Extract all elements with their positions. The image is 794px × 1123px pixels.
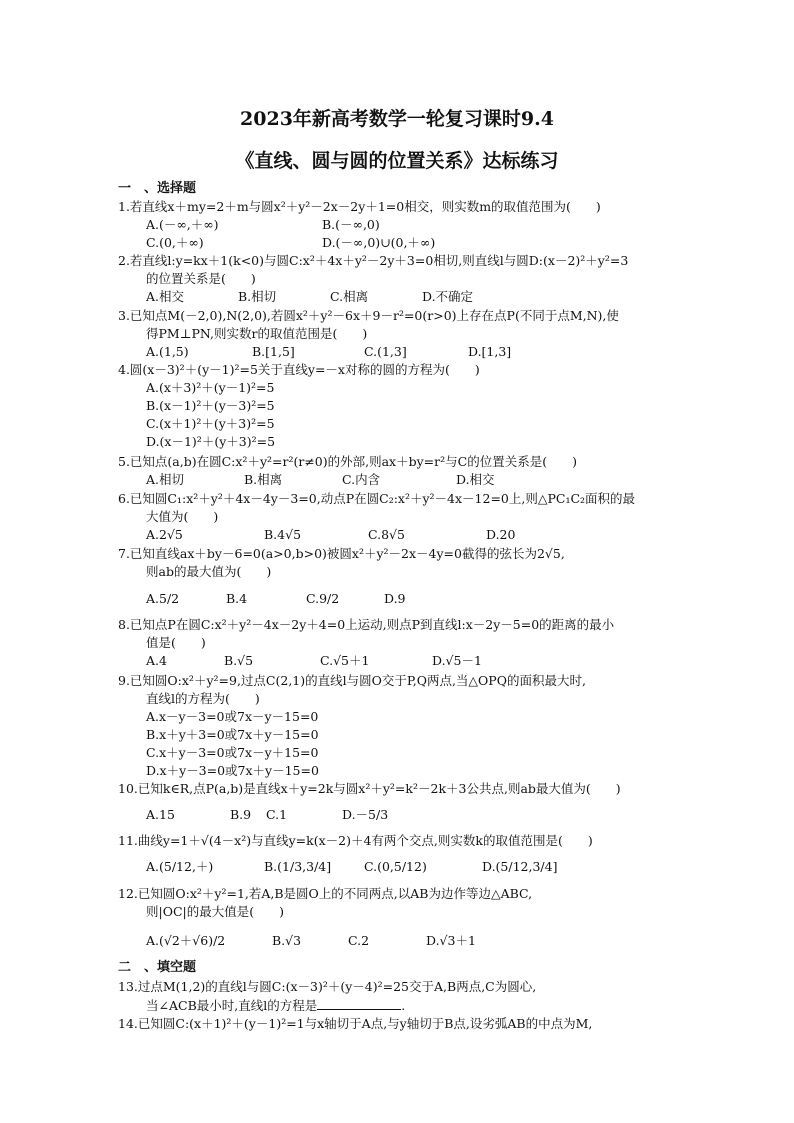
- option-c: C.9/2: [306, 591, 340, 606]
- section-heading-choice: 一 、选择题: [118, 181, 197, 196]
- question-11: 11.曲线y=1＋√(4－x²)与直线y=k(x－2)＋4有两个交点,则实数k的取值范围是( ): [118, 833, 593, 848]
- page-title: 2023年新高考数学一轮复习课时9.4: [240, 108, 554, 130]
- option-d: D.√3＋1: [426, 933, 476, 948]
- question-5: 5.已知点(a,b)在圆C:x²＋y²=r²(r≠0)的外部,则ax＋by=r²与C的位置关系是( ): [118, 454, 577, 469]
- period: .: [401, 998, 406, 1013]
- option-d: D.20: [486, 527, 516, 542]
- question-13-cont: [146, 997, 405, 1014]
- option-d: D.9: [384, 591, 406, 606]
- option-b: B.(－∞,0): [322, 217, 380, 232]
- question-12: 12.已知圆O:x²＋y²=1,若A,B是圆O上的不同两点,以AB为边作等边△ABC,: [118, 886, 533, 901]
- option-c: C.(0,＋∞): [146, 235, 204, 250]
- question-13: 13.过点M(1,2)的直线l与圆C:(x－3)²＋(y－4)²=25交于A,B两点,C为圆心,: [118, 979, 537, 994]
- section-heading-fill: 二 、填空题: [118, 960, 197, 975]
- option-c: C.相离: [330, 289, 369, 304]
- option-d: D.(－∞,0)∪(0,＋∞): [322, 235, 436, 250]
- option-c: C.√5＋1: [320, 653, 370, 668]
- option-q9-a: A.x－y－3=0或7x－y－15=0: [146, 709, 319, 724]
- option-c: C.2: [348, 933, 370, 948]
- option-c: C.(1,3]: [364, 344, 407, 359]
- option-c: C.内含: [342, 472, 381, 487]
- option-b: B.相切: [238, 289, 277, 304]
- option-a: A.相切: [146, 472, 185, 487]
- question-6-cont: 大值为( ): [146, 509, 219, 524]
- question-14: 14.已知圆C:(x＋1)²＋(y－1)²=1与x轴切于A点,与y轴切于B点,设劣弧AB的中点为M,: [118, 1016, 593, 1031]
- question-9: 9.已知圆O:x²＋y²=9,过点C(2,1)的直线l与圆O交于P,Q两点,当△OPQ的面积最大时,: [118, 673, 586, 688]
- option-a: A.(5/12,＋): [146, 859, 214, 874]
- option-a: A.相交: [146, 289, 185, 304]
- option-b: B.√5: [224, 653, 254, 668]
- option-q4-d: D.(x－1)²＋(y＋3)²=5: [146, 434, 276, 449]
- option-q4-c: C.(x＋1)²＋(y＋3)²=5: [146, 416, 275, 431]
- option-b: B.相离: [244, 472, 283, 487]
- option-b: B.√3: [272, 933, 302, 948]
- answer-blank[interactable]: [317, 997, 401, 1010]
- question-7-cont: 则ab的最大值为( ): [146, 564, 272, 579]
- option-d: D.不确定: [422, 289, 474, 304]
- question-2-cont: 的位置关系是( ): [146, 271, 256, 286]
- question-3: 3.已知点M(－2,0),N(2,0),若圆x²＋y²－6x＋9－r²=0(r>0)上存在点P(不同于点M,N),使: [118, 308, 619, 323]
- option-d: D.(5/12,3/4]: [482, 859, 558, 874]
- question-8-cont: 值是( ): [146, 635, 206, 650]
- option-d: D.[1,3]: [468, 344, 512, 359]
- question-8: 8.已知点P在圆C:x²＋y²－4x－2y＋4=0上运动,则点P到直线l:x－2y－5=0的距离的最小: [118, 617, 615, 632]
- option-a: A.(√2＋√6)/2: [146, 933, 226, 948]
- question-3-cont: 得PM⊥PN,则实数r的取值范围是( ): [146, 326, 368, 341]
- question-13-text: 当∠ACB最小时,直线l的方程是: [146, 998, 318, 1013]
- option-b: B.[1,5]: [252, 344, 295, 359]
- question-12-cont: 则|OC|的最大值是( ): [146, 904, 284, 919]
- question-1: 1.若直线x＋my=2＋m与圆x²＋y²－2x－2y＋1=0相交，则实数m的取值范围为( ): [118, 199, 601, 214]
- option-q9-c: C.x＋y－3=0或7x－y＋15=0: [146, 745, 319, 760]
- option-q4-b: B.(x－1)²＋(y－3)²=5: [146, 398, 275, 413]
- page-subtitle: 《直线、圆与圆的位置关系》达标练习: [235, 150, 559, 172]
- option-a: A.2√5: [146, 527, 183, 542]
- option-b: B.4: [226, 591, 248, 606]
- question-9-cont: 直线l的方程为( ): [146, 691, 260, 706]
- question-2: 2.若直线l:y=kx＋1(k<0)与圆C:x²＋4x＋y²－2y＋3=0相切,则直线l与圆D:(x－2)²＋y²=3: [118, 253, 629, 268]
- option-b: B.9: [230, 807, 252, 822]
- option-c: C.(0,5/12): [364, 859, 427, 874]
- question-7: 7.已知直线ax＋by－6=0(a>0,b>0)被圆x²＋y²－2x－4y=0截得的弦长为2√5,: [118, 546, 565, 561]
- option-a: A.15: [146, 807, 175, 822]
- option-a: A.5/2: [146, 591, 180, 606]
- option-a: A.4: [146, 653, 167, 668]
- option-d: D.－5/3: [342, 807, 389, 822]
- question-4: 4.圆(x－3)²＋(y－1)²=5关于直线y=－x对称的圆的方程为( ): [118, 362, 480, 377]
- option-d: D.相交: [456, 472, 495, 487]
- option-c: C.8√5: [368, 527, 405, 542]
- option-q4-a: A.(x＋3)²＋(y－1)²=5: [146, 380, 275, 395]
- option-q9-b: B.x＋y＋3=0或7x＋y－15=0: [146, 727, 319, 742]
- option-c: C.1: [266, 807, 288, 822]
- option-b: B.4√5: [264, 527, 302, 542]
- option-a: A.(－∞,＋∞): [146, 217, 219, 232]
- option-a: A.(1,5): [146, 344, 189, 359]
- option-b: B.(1/3,3/4]: [264, 859, 332, 874]
- question-10: 10.已知k∈R,点P(a,b)是直线x＋y=2k与圆x²＋y²=k²－2k＋3公共点,则ab最大值为( ): [118, 781, 621, 796]
- option-d: D.√5－1: [432, 653, 482, 668]
- question-6: 6.已知圆C₁:x²＋y²＋4x－4y－3=0,动点P在圆C₂:x²＋y²－4x－12=0上,则△PC₁C₂面积的最: [118, 491, 636, 506]
- option-q9-d: D.x＋y－3=0或7x＋y－15=0: [146, 763, 319, 778]
